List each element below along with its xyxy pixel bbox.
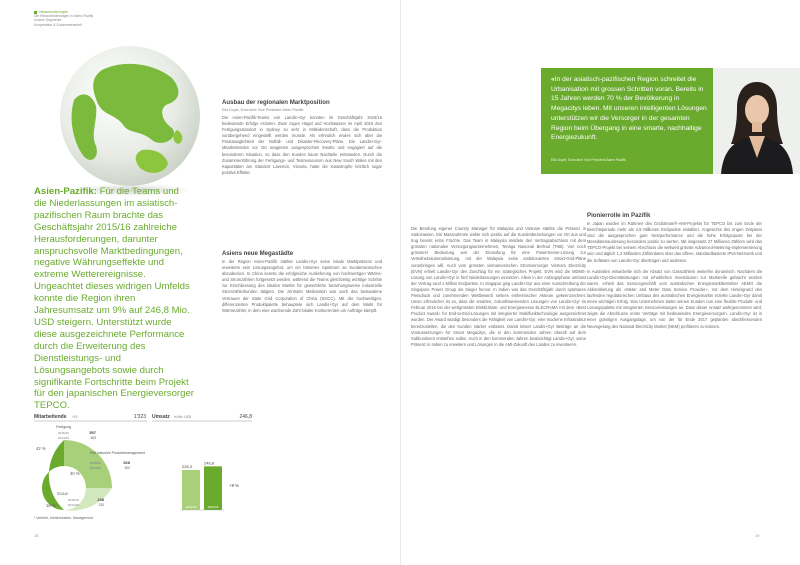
section-body: Die Berufung eigener Country Manager für Malaysia und Vietnam stärkte die Präsenz in Südostasien. Die Massnahmen wirkte sich positiv auf die Kundenbeziehungen vor Ort aus und trug bereits erste Früchte. Das Team in Malaysia meldete den Vertragsabschluss mit dem grössten nationalen Versorgungsunternehmen, Tenaga Nasional Berhad (TNB). Von noch grösserer Bedeutung war der Einstufung für eine PowerSense-Lösung zur Verteilnetzautomatisierung, mit der Malaysia seine ambitionierten Smart-Grid-Pläne voranbringen will. Auch vom grössten vietnamesischen Stromversorger Vietnam Electricity (EVN) erhielt Landis+Gyr den Zuschlag für ein strategisches Projekt. EVN wird die MDMS-Lösung von Landis+Gyr in fünf Niederlassungen einsetzen. Allein in der Anfangsphase umfasst der Vertrag rund 1 Million Endpunkte. In Singapur ging Landis+Gyr aus einer Ausschreibung der Singapore Power Group als Sieger hervor. In Indien war das Geschäftsjahr durch spürbaren Preisdruck und zunehmenden Wettbewerb seitens einheimischer Akteure gekennzeichnet. Umso erfreulicher ist es, dass die smarten, zukunftsweisenden Lösungen von Landis+Gyr im Februar 2016 bei der weltgrössten Elektrizitäts- und Energiemesse ELECRAMA mit dem «Best Product Award» für End-to-End-Lösungen mit integrierter Mobilfunktechnologie ausgezeichnet wurden. Der Award würdigt besonders die Fähigkeit von Landis+Gyr, eine moderne Infrastruktur bereitzustellen, die den Kunden stärker entlastet. Damit leistet Landis+Gyr Beiträge an die Voraussetzungen für Smart Megacitys, die in den kommenden Jahren überall auf dem Subkontinent entstehen sollen. Auch in den kommenden Jahren beabsichtigt Landis+Gyr, seine Präsenz in Indien zu erweitern und Lösungen in die AMI-Zukunft des Landes zu investieren. xyxy=(411,226,586,347)
category-y1-label: 2015/16 xyxy=(68,498,79,502)
revenue-growth: +9 % xyxy=(229,483,239,488)
revenue-bar-value: 226,3 xyxy=(182,463,193,469)
category-y2-val: 230 xyxy=(98,503,104,507)
category-y1-label: 2015/16 xyxy=(90,461,101,465)
header-line-2: Die Herausforderungen in Asien-Pazifik xyxy=(34,14,94,19)
header-line-1: Herausforderungen xyxy=(39,10,69,14)
section-author: Ella Doyle, Executive Vice President Asien Pazifik xyxy=(222,108,304,112)
page-number: 18 xyxy=(34,533,39,538)
quote-body: In der asiatisch-pazifischen Region schreitet die Urbanisation mit grossen Schritten voran. Bereits in 15 Jahren werden 70 % der Bevölkerung in Megacitys leben. Mit unseren intelligenten Lösungen unterstützen wir die Versorger in der gesamten Region beim Übergang in eine smarte, nachhaltige Energiezukunft. xyxy=(551,76,707,142)
quote-box xyxy=(541,68,800,174)
section-megacities xyxy=(222,250,382,314)
portrait-photo xyxy=(713,68,800,174)
stats-svg xyxy=(34,410,262,520)
section-pacific xyxy=(587,212,762,330)
revenue-bar-year: 2014/15 xyxy=(185,505,197,509)
category-name: Fertigung xyxy=(56,425,72,429)
revenue-total: 246,8 xyxy=(239,414,252,420)
header-marker-icon xyxy=(34,11,37,14)
page-header xyxy=(34,10,93,27)
lead-region: Asien-Pazifik: xyxy=(34,186,97,197)
category-name: Full inklusive Produktmanagement xyxy=(90,451,145,455)
category-pct: 42 % xyxy=(36,446,46,451)
stats-footnote: * Vertrieb, Administration, Management xyxy=(34,516,93,520)
category-y1-val: 528 xyxy=(123,460,130,465)
category-y1-label: 2015/16 xyxy=(58,431,69,435)
globe-icon xyxy=(12,30,242,200)
revenue-unit: in Mio. USD xyxy=(174,415,192,419)
section-body: Die Asien-Pazifik-Teams von Landis+Gyr konnten im Geschäftsjahr 2015/16 bedeutende Erfolge erzielen. Zwar zogen Hagel und Hochwasser im April 2015 den Fertigungsstandort in Sydney so sehr in Mitleidenschaft, dass die Produktion vorübergehend eingestellt werden musste. Als erfreulich erwies sich aber die Praxistauglichkeit der Notfall- und Disaster-Recovery-Pläne. Die Landis+Gyr-Mitarbeitenden vor Ort reagierten ausgesprochen kreativ und engagiert auf die besonderen Situation, so dass den Kunden kaum Nachteile entstanden. Durch die Zusammenführung der Fertigungs- und Testressourcen aus New South Wales mit den Kapazitäten am Standort Laverton, Victoria, hatte die Katastrophe letztlich sogar positive Effekte. xyxy=(222,115,382,175)
category-name: SG&A* xyxy=(57,492,69,496)
quote-author: Ella Doyle, Executive Vice President Asien Pazifik xyxy=(551,158,626,162)
revenue-bar xyxy=(204,466,222,510)
lead-text: Für die Teams und die Niederlassungen im asiatisch-pazifischen Raum brachte das Geschäftsjahr 2015/16 zahlreiche Herausforderungen, darunter anspruchsvolle Marktbedingungen, negative Währungseffekte und extreme Wetterereignisse. Ungeachtet dieses widrigen Umfelds konnte die Region ihren Jahresumsatz um 9% auf 246,8 Mio. USD steigern. Unterstützt wurde diese ausgezeichnete Performance durch die Erweiterung des Dienstleistungs- und Lösungsangebots sowie durch signifikante Fortschritte beim Projekt für den japanischen Energieversorger TEPCO. xyxy=(34,186,194,412)
header-line-4: Kooperation & Zusammenarbeit xyxy=(34,22,82,27)
category-y2-val: 603 xyxy=(90,436,96,440)
revenue-label: Umsatz xyxy=(152,414,170,420)
section-southeast-asia xyxy=(411,226,586,348)
section-market-position xyxy=(222,99,382,176)
category-pct: 18 % xyxy=(46,503,56,508)
category-y1-val: 238 xyxy=(97,497,104,502)
category-y1-val: 557 xyxy=(89,430,96,435)
section-title: Asiens neue Megastädte xyxy=(222,250,294,257)
revenue-bars xyxy=(182,460,222,510)
quote-text xyxy=(551,75,709,143)
revenue-bar-value: 246,8 xyxy=(204,460,215,466)
revenue-bar-year: 2015/16 xyxy=(207,505,219,509)
right-page xyxy=(400,0,800,565)
lead-paragraph xyxy=(34,186,194,412)
globe-illustration xyxy=(12,30,242,200)
category-y2-label: 2014/15 xyxy=(90,466,101,470)
page-number: 19 xyxy=(755,533,760,538)
category-y2-label: 2014/15 xyxy=(58,436,69,440)
stats-infographic xyxy=(34,410,262,520)
category-y2-label: 2014/15 xyxy=(68,503,79,507)
section-body: In der Region Asien-Pazifik stärkte Landis+Gyr seine lokale Marktpräsenz und erweiterte sein Lösungsangebot, um ein breiteres Spektrum an Kundenwünschen abzudecken. In China konnte die erfolgreiche Auslieferung von hochwertigen Wärme- und Stromzählern fortgesetzt werden, während die Teams gleichzeitig wichtige Schritte zur Erschliessung des lokalen Markts für gewerbliche beziehungsweise industrielle Stromzählerkunden tätigten. Die zentraler Meilenstein war auch das bestandene Vertrauen der State Grid Corporation of China (SGCC). Mit der hochwertigen, differenzierten Produktpalette behauptete sich Landis+Gyr auf dem Markt für Wärmezähler, in dem eine wachsende Zahl lokaler Konkurrenten um Aufträge kämpft. xyxy=(222,259,382,313)
category-pct: 40 % xyxy=(70,471,80,476)
quote-mark-icon: « xyxy=(551,76,555,83)
section-title: Pionierrolle im Pazifik xyxy=(587,212,651,219)
section-body-2: In Australien entwickelte sich der Absatz von Gasszählern weiterhin dynamisch. Nachdem die Landis+Gyr-Dienstleistungen mit erheblichen Investitionen zur Marktreife gebracht worden waren, erhielt das Servicegeschäft vom australischen Energiemarktbetreiber AEMO die Akkreditierung als «Meter and Meter Data Service Provider». Vor dem Hintergrund des laufenden regulatorischen Umbaus des australischen Energiemarkts erzielte Landis+Gyr damit einen wichtigen Erfolg. Das Unternehmen bietet seinen Kunden nun eine flexible Produkt- und Lösungspalette mit integrierten Serviceleistungen an. Dass dieser Ansatz wahrgenommen wird, zeigte die Abschlusse erster Verträge mit bedeutenden Energieversorgern. Landis+Gyr ist in einer günstigen Ausgangslage, um von der für Ende 2017 geplanten abschliessenden Neuregelung des National Electricity Market (NEM) profitieren zu können. xyxy=(587,268,762,329)
employees-total: 1'323 xyxy=(133,414,146,420)
employees-unit: +19 xyxy=(72,415,78,419)
employees-label: Mitarbeitende xyxy=(34,414,67,420)
revenue-bar xyxy=(182,470,200,510)
category-y2-val: 502 xyxy=(124,466,130,470)
header-line-3: Unsere Segmente xyxy=(34,18,62,23)
section-body-1: In Japan wurden im Rahmen des Gridstream®-AMI-Projekts für TEPCO bis zum Ende der Berichtsperiode mehr als 4,9 Millionen Endpunkte installiert. Angesichts des engen Zeitplans sind die ausgesprochen gute Netzperformance und die hohe Erfolgsquote bei der Messdatenauslesung besonders positiv zu werten. Mit insgesamt 27 Millionen Zählern wird das TEPCO-Projekt bei seinem Abschluss die weltweit grösste Advanced-Metering-Implementierung sein und täglich 1,3 Milliarden Zählerdaten über das offene, standardbasierte IPv6-Netzwerk und die Software von Landis+Gyr übertragen und auslesen. xyxy=(587,221,762,263)
section-title: Ausbau der regionalen Marktposition xyxy=(222,99,330,106)
